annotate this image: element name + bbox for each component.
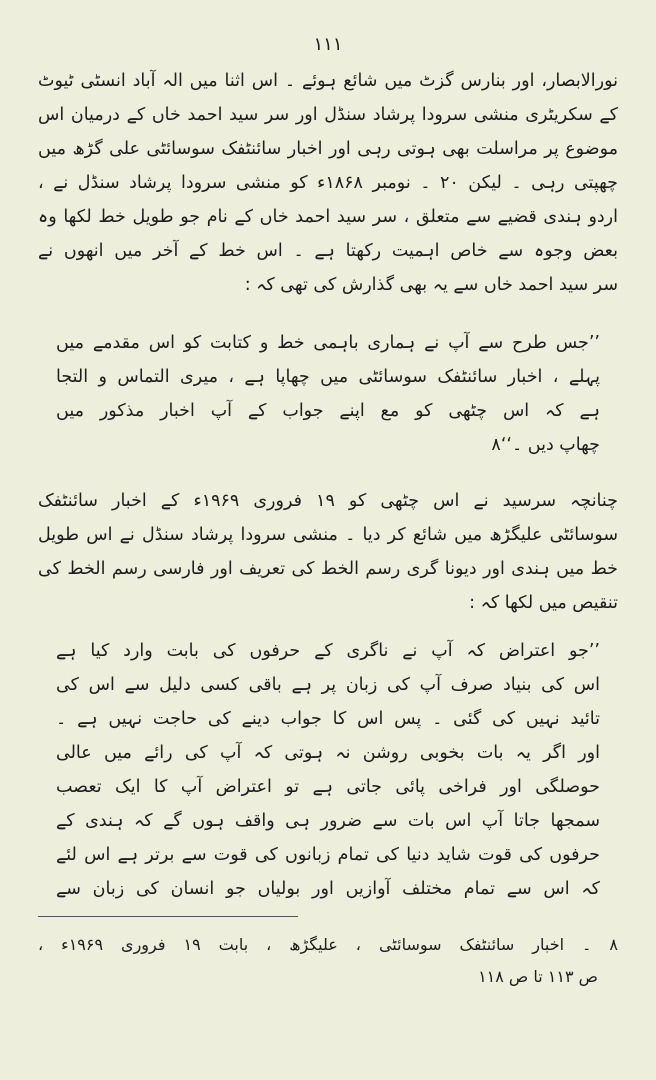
quote-line: سمجھا جاتا آپ اس بات سے ضرور ہی واقف ہوں گے کہ ہندی کے <box>56 811 600 831</box>
paragraph-line: تنقیص میں لکھا کہ : <box>469 593 618 613</box>
paragraph-line: چھپتی رہی ۔ لیکن ۲۰ ۔ نومبر ۱۸۶۸ء کو منشی سرودا پرشاد سنڈل نے ، <box>38 173 618 193</box>
quote-line: چھاپ دیں ۔‘‘۸ <box>491 435 600 455</box>
paragraph-line: سوسائٹی علیگڑھ میں شائع کر دیا ۔ منشی سرودا پرشاد سنڈل نے اس طویل <box>38 525 618 545</box>
paragraph-line: موضوع پر مراسلت بھی ہوتی رہی اور اخبار سائنٹفک سوسائٹی علی گڑھ میں <box>38 139 618 159</box>
quote-line: ’’جو اعتراض کہ آپ نے ناگری کے حرفوں کی بابت وارد کیا ہے <box>56 641 600 661</box>
quote-line: پہلے ، اخبار سائنٹفک سوسائٹی میں چھاپا ہے ، میری التماس و التجا <box>56 367 600 387</box>
paragraph-line: کے سکریٹری منشی سرودا پرشاد سنڈل اور سر سید احمد خاں کے درمیان اس <box>38 105 618 125</box>
page-number: ١١١ <box>313 34 343 55</box>
quote-line: ’’جس طرح سے آپ نے ہماری باہمی خط و کتابت کو اس مقدمے میں <box>56 333 600 353</box>
footnote-line: ۸ ۔ اخبار سائنٹفک سوسائٹی ، علیگڑھ ، بابت ۱۹ فروری ۱۹۶۹ء ، <box>38 935 619 954</box>
paragraph-line: بعض وجوہ سے خاص اہمیت رکھتا ہے ۔ اس خط کے آخر میں انھوں نے <box>38 241 618 261</box>
paragraph-line: سر سید احمد خاں سے یہ بھی گذارش کی تھی کہ : <box>244 275 618 295</box>
quote-line: حرفوں کی قوت شاید دنیا کی تمام زبانوں کی قوت سے برتر ہے اس لئے <box>56 845 600 865</box>
paragraph-line: چنانچہ سرسید نے اس چٹھی کو ۱۹ فروری ۱۹۶۹ء کے اخبار سائنٹفک <box>38 491 618 511</box>
quote-line: ہے کہ اس چٹھی کو مع اپنے جواب کے آپ اخبار مذکور میں <box>56 401 600 421</box>
quote-line: کہ اس سے تمام مختلف آوازیں اور بولیاں جو انسان کی زبان سے <box>56 879 600 899</box>
quote-line: اور اگر یہ بات بخوبی روشن نہ ہوتی کہ آپ کی رائے میں عالی <box>56 743 600 763</box>
footnote-divider <box>38 916 298 917</box>
quote-line: حوصلگی اور فراخی پائی جاتی ہے تو اعتراض آپ کا ایک تعصب <box>56 777 600 797</box>
footnote-line: ص ۱۱۳ تا ص ۱۱۸ <box>478 967 598 986</box>
paragraph-line: خط میں ہندی اور دیونا گری رسم الخط کی تعریف اور فارسی رسم الخط کی <box>38 559 618 579</box>
paragraph-line: اردو ہندی قضیے سے متعلق ، سر سید احمد خاں کے نام جو طویل خط لکھا وہ <box>38 207 618 227</box>
quote-line: اس کی بنیاد صرف آپ کی زبان پر ہے باقی کسی دلیل سے اس کی <box>56 675 600 695</box>
paragraph-line: نورالابصار، اور بنارس گزٹ میں شائع ہوئے ۔ اس اثنا میں الہ آباد انسٹی ٹیوٹ <box>38 71 618 91</box>
quote-line: تائید نہیں کی گئی ۔ پس اس کا جواب دینے کی حاجت نہیں ہے ۔ <box>56 709 600 729</box>
